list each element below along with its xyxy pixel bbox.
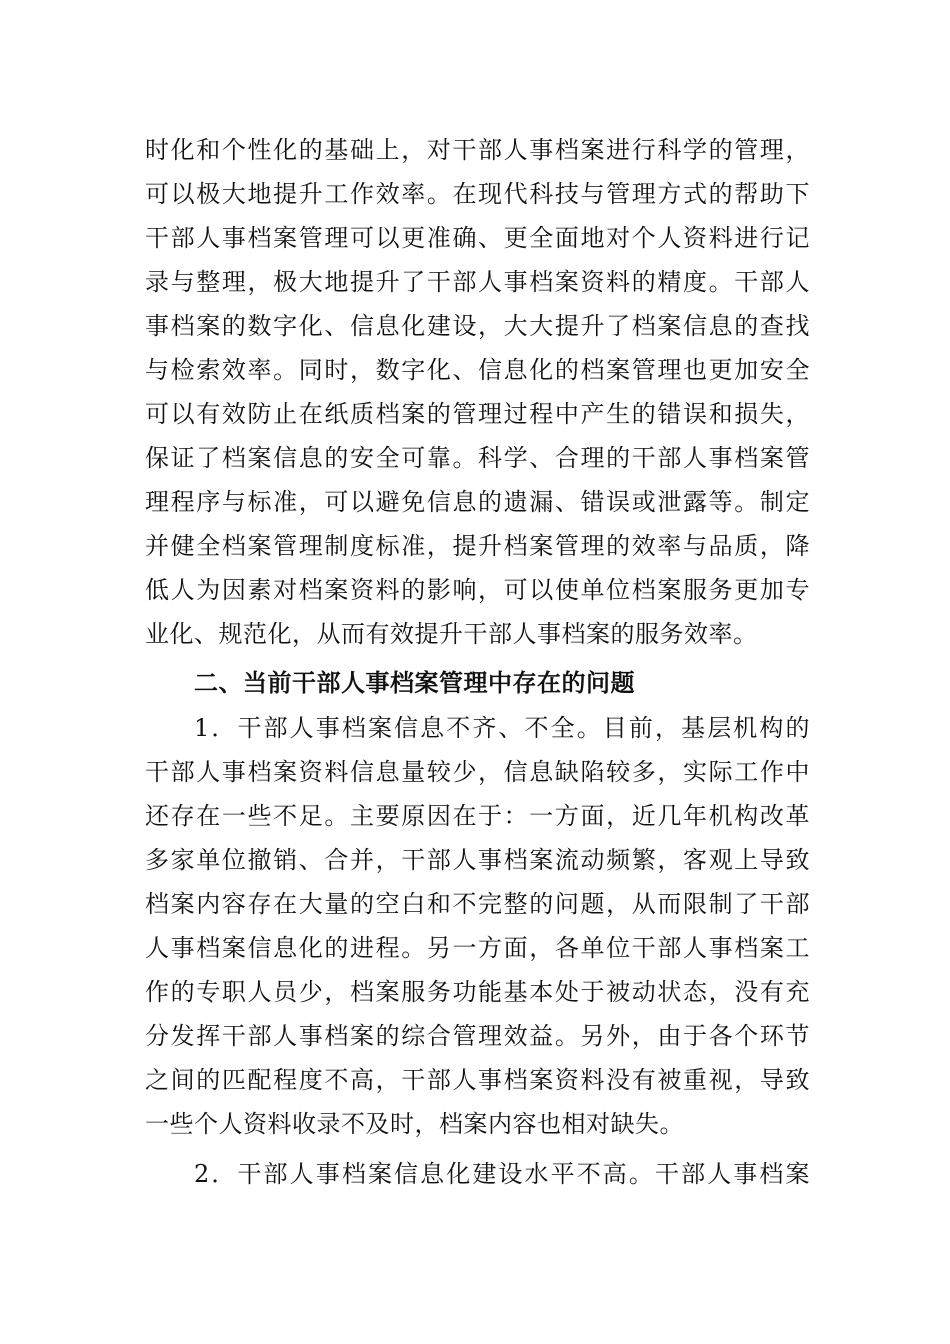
text-line: 档案内容存在大量的空白和不完整的问题，从而限制了干部 [145,890,810,918]
text-line: 低人为因素对档案资料的影响，可以使单位档案服务更加专 [145,576,810,604]
text-line: 理程序与标准，可以避免信息的遗漏、错误或泄露等。制定 [145,488,810,516]
text-line: 一些个人资料收录不及时，档案内容也相对缺失。 [145,1110,684,1138]
text-line: 人事档案信息化的进程。另一方面，各单位干部人事档案工 [145,934,810,962]
text-line: 干部人事档案管理可以更准确、更全面地对个人资料进行记 [145,224,810,252]
text-line: 之间的匹配程度不高，干部人事档案资料没有被重视，导致 [145,1066,810,1094]
text-line: 保证了档案信息的安全可靠。科学、合理的干部人事档案管 [145,444,810,472]
text-line: 事档案的数字化、信息化建设，大大提升了档案信息的查找 [145,312,810,340]
text-line: 并健全档案管理制度标准，提升档案管理的效率与品质，降 [145,532,810,560]
text-line: 可以极大地提升工作效率。在现代科技与管理方式的帮助下 [145,180,810,208]
text-line: 分发挥干部人事档案的综合管理效益。另外，由于各个环节 [145,1022,810,1050]
text-line: 与检索效率。同时，数字化、信息化的档案管理也更加安全 [145,356,810,384]
text-line: 业化、规范化，从而有效提升干部人事档案的服务效率。 [145,620,758,648]
text-line: 干部人事档案资料信息量较少，信息缺陷较多，实际工作中 [145,758,810,786]
text-line: 2．干部人事档案信息化建设水平不高。干部人事档案 [194,1160,810,1188]
text-line: 作的专职人员少，档案服务功能基本处于被动状态，没有充 [145,978,810,1006]
section-heading: 二、当前干部人事档案管理中存在的问题 [194,669,635,697]
text-line: 可以有效防止在纸质档案的管理过程中产生的错误和损失， [145,400,810,428]
text-line: 1．干部人事档案信息不齐、不全。目前，基层机构的 [194,714,810,742]
text-line: 录与整理，极大地提升了干部人事档案资料的精度。干部人 [145,268,810,296]
text-line: 多家单位撤销、合并，干部人事档案流动频繁，客观上导致 [145,846,810,874]
text-line: 还存在一些不足。主要原因在于：一方面，近几年机构改革 [145,802,810,830]
text-line: 时化和个性化的基础上，对干部人事档案进行科学的管理， [145,136,810,164]
